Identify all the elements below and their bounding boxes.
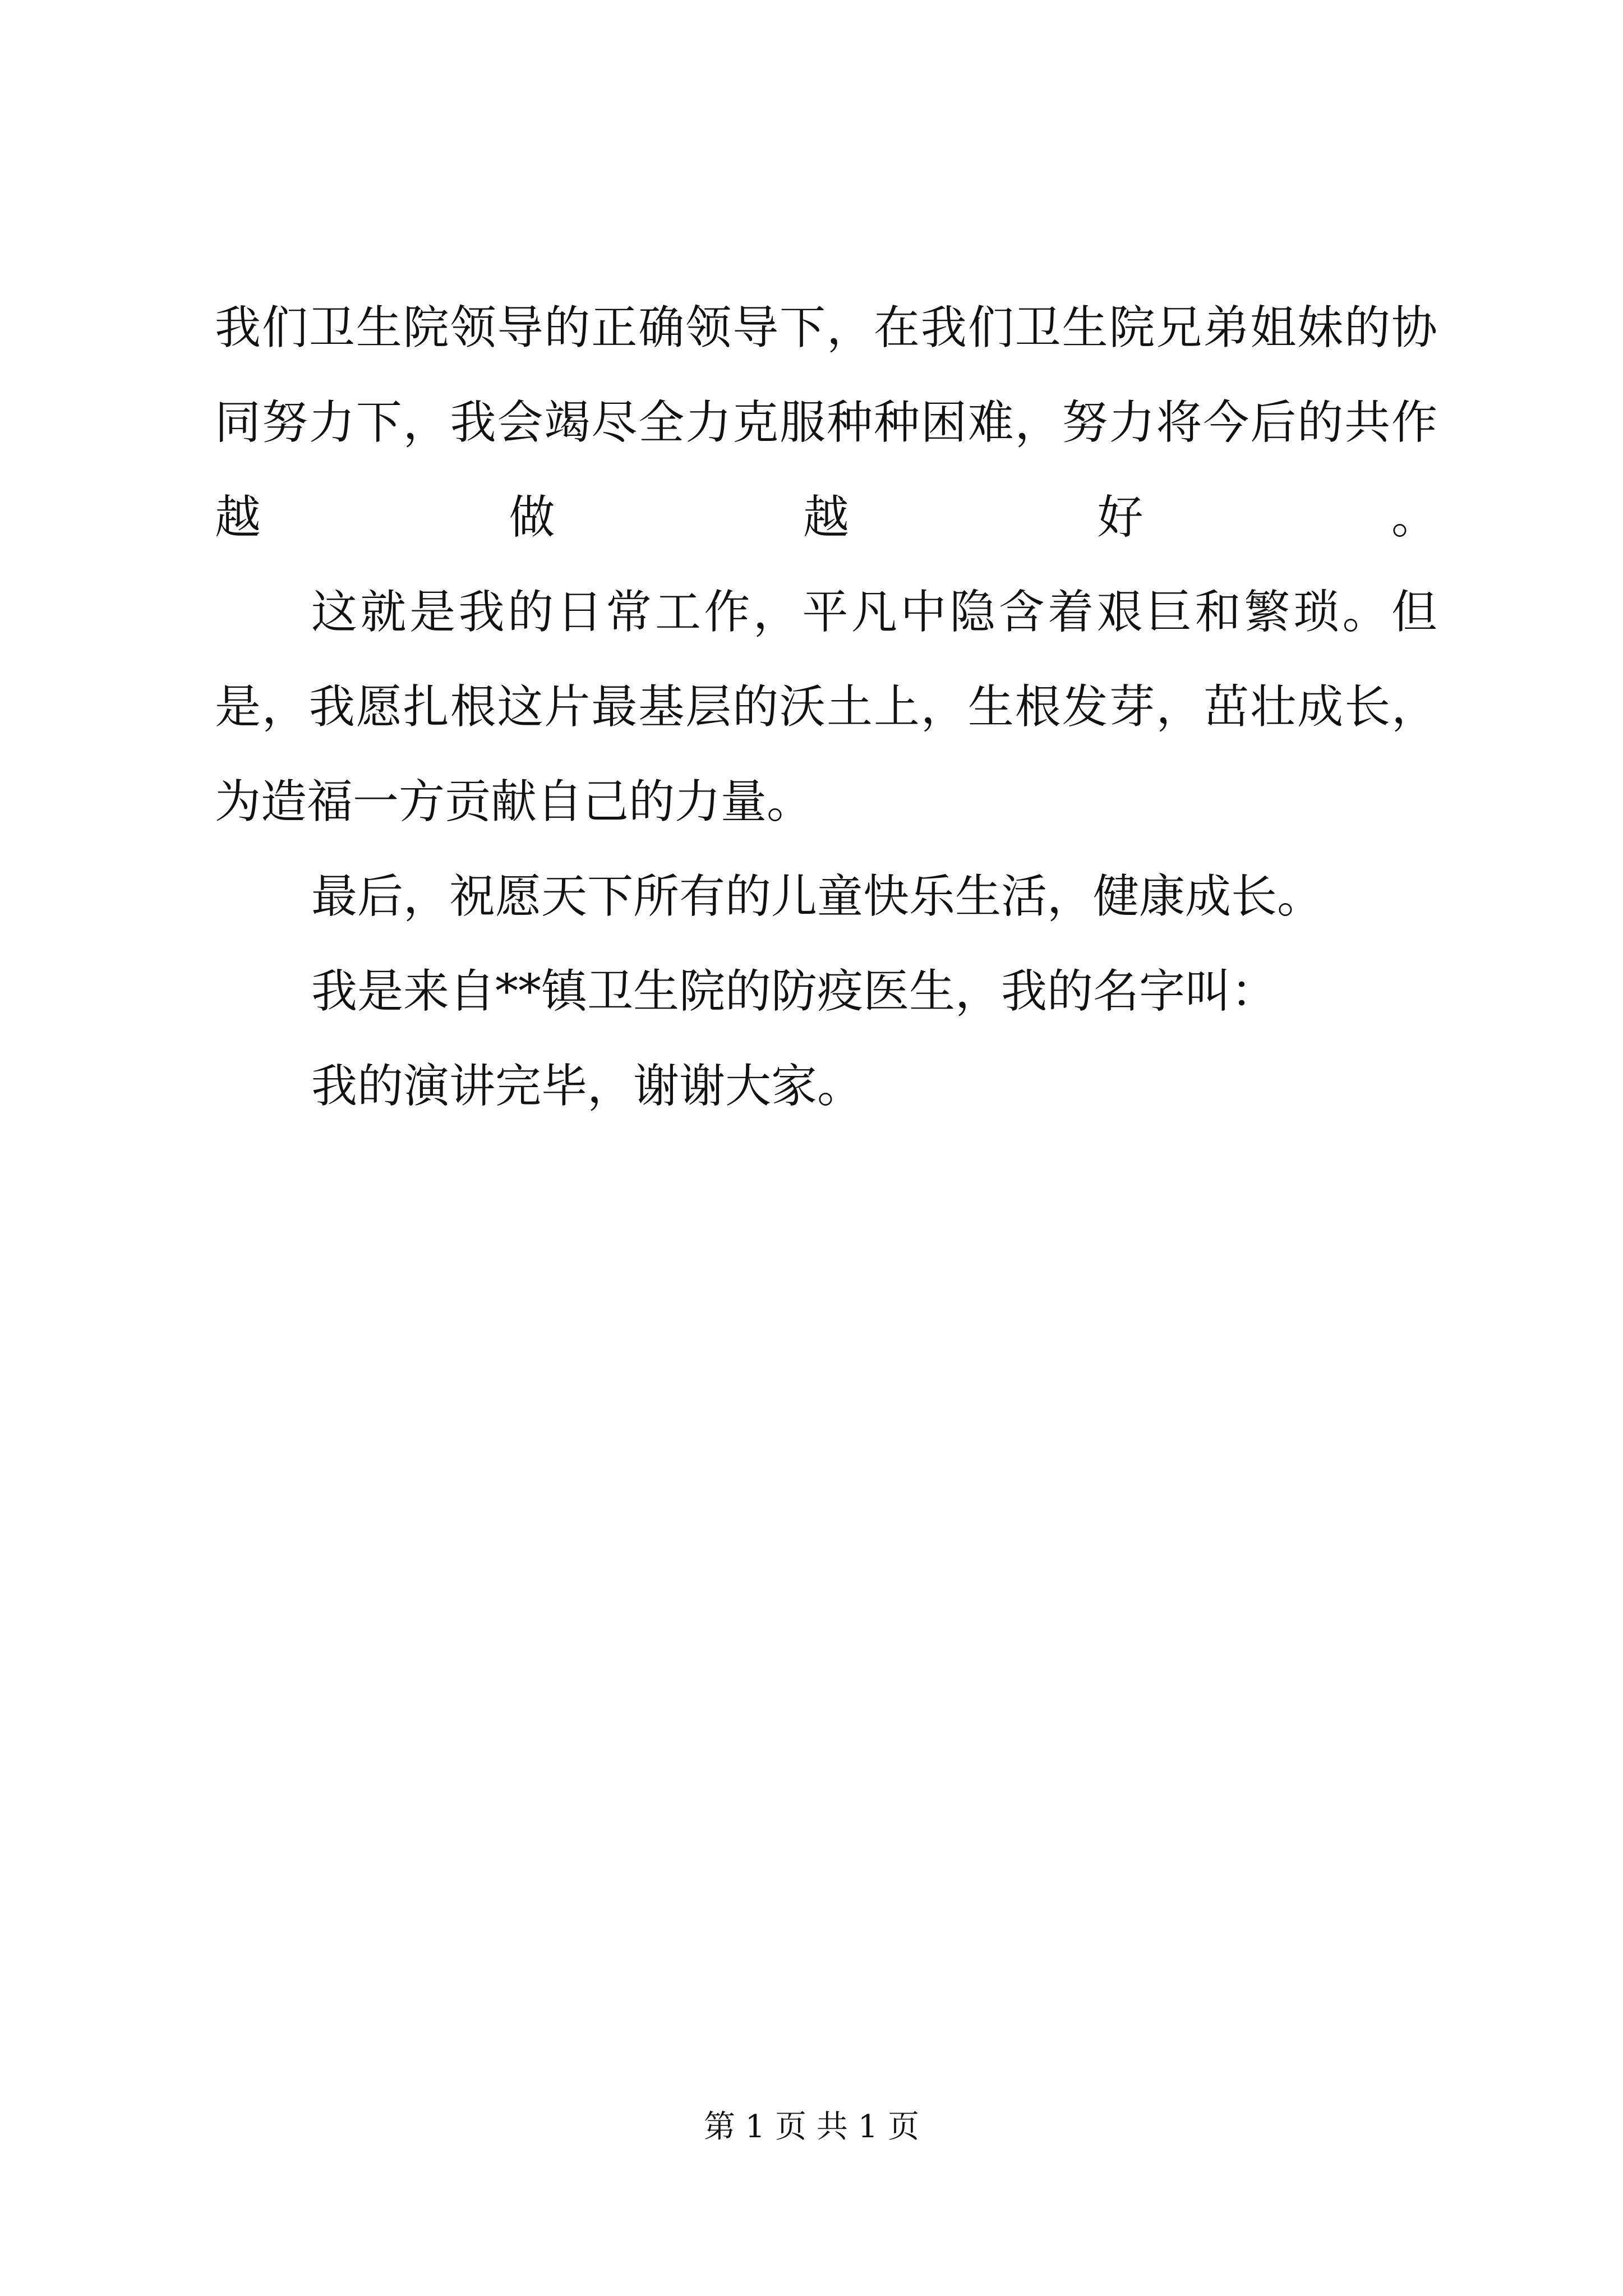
- page-number-footer: 第 1 页 共 1 页: [703, 2109, 920, 2145]
- paragraph-continued: 我们卫生院领导的正确领导下，在我们卫生院兄弟姐妹的协同努力下，我会竭尽全力克服种种困难，努力将今后的共作越做越好。: [215, 301, 1437, 544]
- document-body: [215, 280, 1437, 1134]
- paragraph-closing: 我的演讲完毕，谢谢大家。: [311, 1060, 864, 1113]
- paragraph-wishes: 最后，祝愿天下所有的儿童快乐生活，健康成长。: [311, 870, 1324, 923]
- paragraph-self-introduction: 我是来自**镇卫生院的防疫医生，我的名字叫：: [311, 965, 1278, 1018]
- paragraph-daily-work: 这就是我的日常工作，平凡中隐含着艰巨和繁琐。但是，我愿扎根这片最基层的沃土上，生根发芽，茁壮成长，为造福一方贡献自己的力量。: [215, 586, 1437, 829]
